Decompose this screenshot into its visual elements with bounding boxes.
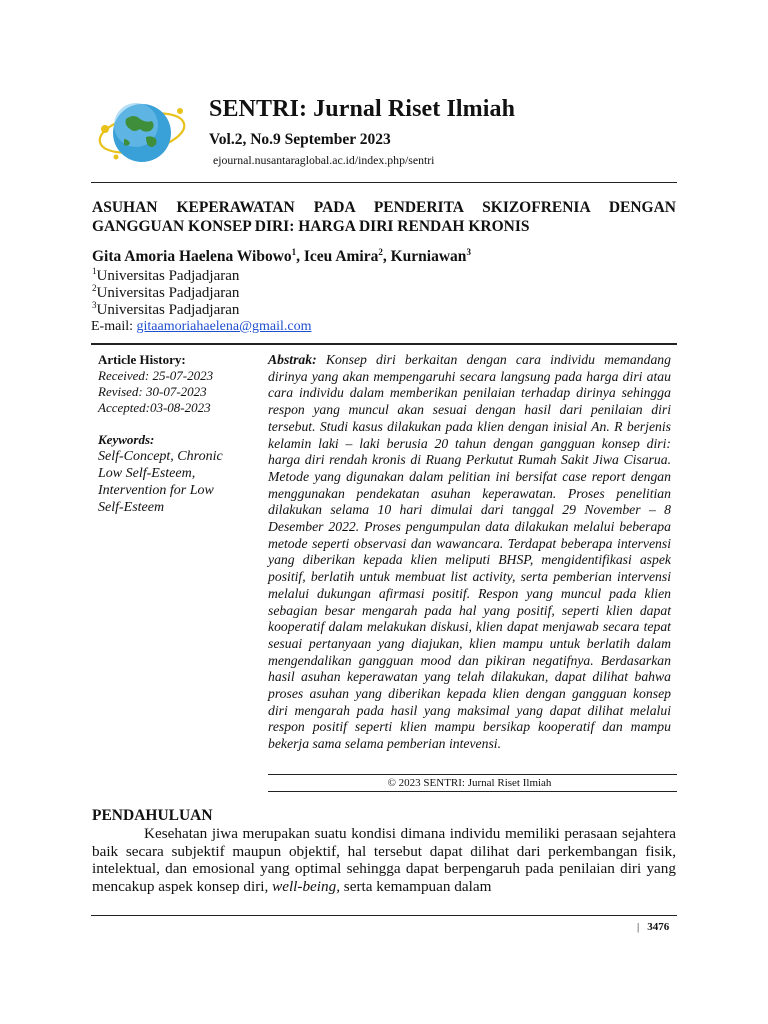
author-name: Iceu Amira <box>303 248 379 265</box>
section-heading: PENDAHULUAN <box>92 807 213 824</box>
page-footer <box>637 921 669 933</box>
affiliation-sup: 3 <box>92 300 97 310</box>
header-divider <box>91 182 677 183</box>
body-text-start: Kesehatan jiwa merupakan suatu kondisi dimana individu memiliki perasaan sejahtera baik secara subjektif maupun objektif, hal tersebut dapat dilihat dari perkembangan fisik, intelektual, dan emosional yang optimal sehingga dapat berpengaruh pada penilaian diri yang mencakup aspek konsep diri, <box>92 825 676 896</box>
copyright-divider <box>268 791 677 792</box>
author-name: Gita Amoria Haelena Wibowo <box>92 248 292 265</box>
abstract <box>268 352 671 753</box>
email-label: E-mail: <box>91 319 133 334</box>
affiliation-text: Universitas Padjadjaran <box>96 268 240 284</box>
article-title: ASUHAN KEPERAWATAN PADA PENDERITA SKIZOFRENIA DENGAN GANGGUAN KONSEP DIRI: HARGA DIRI RENDAH KRONIS <box>92 199 676 235</box>
keywords-text: Self-Concept, Chronic Low Self-Esteem, Intervention for Low Self-Esteem <box>98 449 223 515</box>
footer-divider <box>91 915 677 916</box>
page-number: 3476 <box>647 921 670 933</box>
abstract-bottom-divider <box>268 774 677 775</box>
affiliation-sup: 2 <box>92 283 97 293</box>
journal-title: SENTRI: Jurnal Riset Ilmiah <box>209 96 516 122</box>
journal-volume: Vol.2, No.9 September 2023 <box>209 131 391 148</box>
accepted-date: Accepted:03-08-2023 <box>98 400 211 415</box>
author-separator: , <box>382 248 391 265</box>
keywords-heading: Keywords: <box>98 432 155 447</box>
history-heading: Article History: <box>98 352 186 367</box>
abstract-top-divider <box>91 343 677 345</box>
article-info-sidebar <box>98 352 258 516</box>
author-list <box>92 248 471 266</box>
journal-logo <box>96 97 188 169</box>
author-sup: 1 <box>291 246 297 257</box>
author-separator: , <box>296 248 304 265</box>
body-text-italic: well-being, <box>272 878 340 896</box>
copyright-notice: © 2023 SENTRI: Jurnal Riset Ilmiah <box>387 777 552 789</box>
affiliation-text: Universitas Padjadjaran <box>96 302 240 318</box>
received-date: Received: 25-07-2023 <box>98 368 214 383</box>
affiliation-sup: 1 <box>92 266 97 276</box>
affiliation-text: Universitas Padjadjaran <box>96 285 240 301</box>
affiliation <box>92 268 239 285</box>
author-name: Kurniawan <box>390 248 467 265</box>
email-link[interactable]: gitaamoriahaelena@gmail.com <box>136 319 312 334</box>
body-paragraph <box>92 825 676 896</box>
affiliation <box>92 302 239 319</box>
journal-url[interactable]: ejournal.nusantaraglobal.ac.id/index.php/sentri <box>213 153 435 167</box>
email-line <box>91 319 312 335</box>
author-sup: 3 <box>466 246 471 257</box>
abstract-text: Konsep diri berkaitan dengan cara individu memandang dirinya yang akan mempengaruhi secara langsung pada harga diri atau cara individu dalam memberikan penilaian terhadap dirinya sehingga respon yang muncul akan sesuai dengan hasil dari penilaian diri tersebut. Studi kasus dilakukan pada klien dengan inisial An. R berjenis kelamin laki – laki berusia 20 tahun dengan gangguan konsep diri: harga diri rendah kronis di Ruang Perkutut Rumah Sakit Jiwa Cisarua. Metode yang digunakan dalam pelitian ini bersifat case report dengan menggunakan pendekatan asuhan keperawatan. Proses penelitian dilakukan selama 10 hari dimulai dari tanggal 29 November – 8 Desember 2022. Proses pengumpulan data dilakukan melalui beberapa metode seperti observasi dan wawancara. Terdapat beberapa intervensi yang diberikan kepada klien meliputi BHSP, mengidentifikasi aspek positif, berlatih untuk membuat list activity, serta pemberian intervensi melalui dukungan afirmasi positif. Respon yang muncul pada klien sebagian besar mengarah pada hal yang positif, seperti klien dapat kooperatif dalam melakukan diskusi, klien dapat menjawab secara tepat sesuai pertanyaan yang diajukan, klien mampu untuk berlatih dalam mengendalikan gangguan mood dan pikiran negatifnya. Berdasarkan hasil asuhan keperawatan yang telah dilakukan, dapat dilihat bahwa proses asuhan yang diberikan kepada klien dengan gangguan konsep diri mengarah pada hasil yang maksimal yang dapat dilihat melalui respon positif seperti klien mampu bersikap kooperatif dan mampu bekerja sama selama pemberian intevensi. <box>268 352 671 752</box>
footer-separator: | <box>637 921 640 933</box>
affiliation <box>92 285 239 302</box>
body-text-end: serta kemampuan dalam <box>340 878 492 896</box>
abstract-label: Abstrak: <box>268 352 317 367</box>
author-sup: 2 <box>378 246 383 257</box>
revised-date: Revised: 30-07-2023 <box>98 384 207 399</box>
